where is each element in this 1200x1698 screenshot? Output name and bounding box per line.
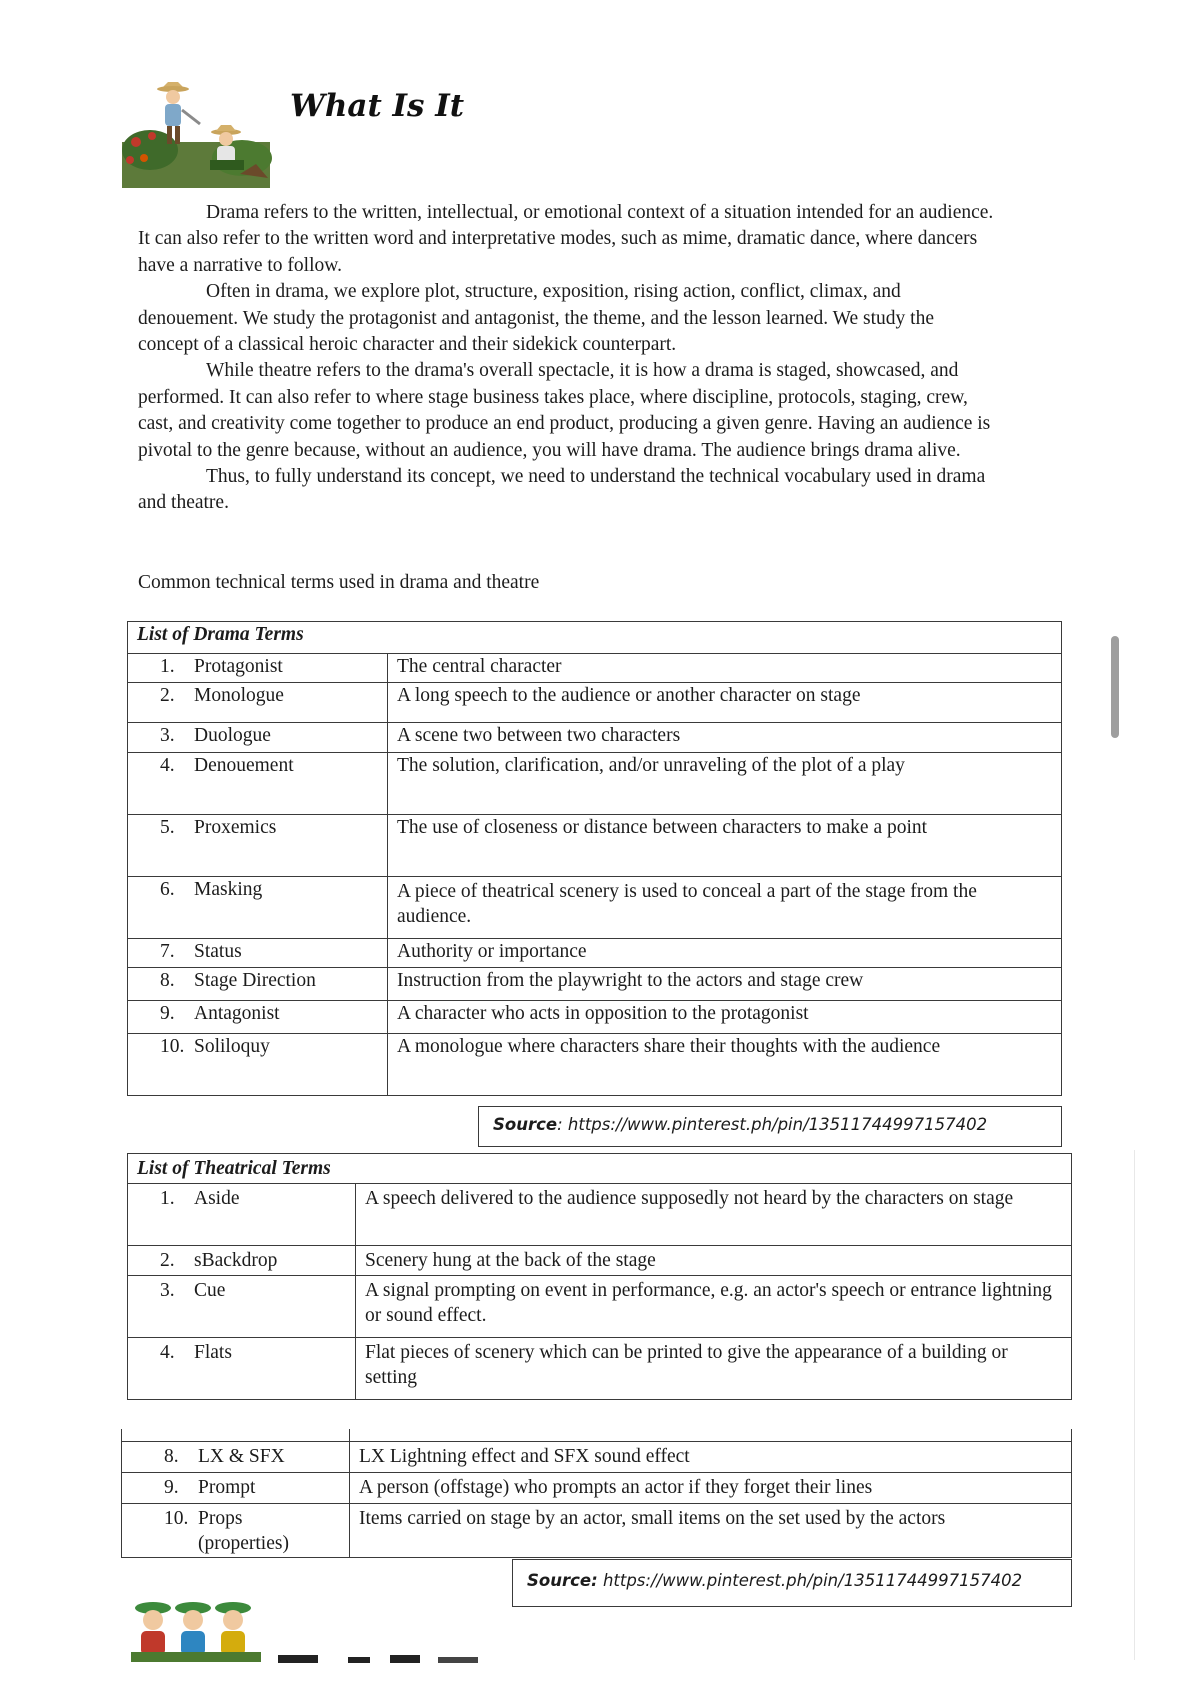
three-children-illustration: [131, 1598, 261, 1662]
term-cell: [128, 1338, 356, 1400]
term-name: Protagonist: [194, 656, 283, 677]
definition-cell: A signal prompting on event in performance, e.g. an actor's speech or entrance lightning or sound effect.: [356, 1276, 1072, 1338]
table-row: [128, 1338, 1072, 1400]
theatrical-terms-table-continued: [121, 1429, 1072, 1558]
table-row: [128, 1246, 1072, 1276]
term-name: Aside: [194, 1188, 240, 1209]
term-number: 3.: [160, 1280, 175, 1301]
term-number: 8.: [160, 970, 175, 991]
term-cell: [122, 1472, 350, 1503]
drama-terms-table: [127, 621, 1062, 1096]
theatre-table-heading: List of Theatrical Terms: [128, 1154, 1072, 1184]
scrollbar-thumb[interactable]: [1111, 636, 1119, 738]
term-cell: [128, 723, 388, 753]
paragraph-drama-elements: Often in drama, we explore plot, structure, exposition, rising action, conflict, climax, and denouement. We study the protagonist and antagonist, the theme, and the lesson learned. We study the concept of a classical heroic character and their sidekick counterpart.: [138, 281, 934, 356]
term-cell: [128, 1246, 356, 1276]
term-number: 7.: [160, 941, 175, 962]
definition-cell: Items carried on stage by an actor, small items on the set used by the actors: [350, 1503, 1072, 1557]
definition-cell: Scenery hung at the back of the stage: [356, 1246, 1072, 1276]
term-number: 10.: [164, 1507, 189, 1529]
term-cell: [128, 968, 388, 1001]
definition-cell: The solution, clarification, and/or unraveling of the plot of a play: [388, 753, 1062, 815]
table-row: [122, 1441, 1072, 1472]
term-cell: [128, 877, 388, 939]
term-cell: [128, 1034, 388, 1096]
table-row: [122, 1503, 1072, 1557]
table-row: [128, 1184, 1072, 1246]
table-heading-row: [128, 1154, 1072, 1184]
term-name: Denouement: [194, 755, 294, 776]
table-top-edge: [122, 1429, 1072, 1441]
definition-cell: LX Lightning effect and SFX sound effect: [350, 1441, 1072, 1472]
definition-cell: A piece of theatrical scenery is used to conceal a part of the stage from the audience.: [388, 877, 1062, 939]
definition-cell: Instruction from the playwright to the actors and stage crew: [388, 968, 1062, 1001]
term-number: 4.: [160, 1342, 175, 1363]
term-number: 2.: [160, 685, 175, 706]
term-cell: [128, 1184, 356, 1246]
table-row: [128, 753, 1062, 815]
term-name: Proxemics: [194, 817, 277, 838]
term-name: Status: [194, 941, 242, 962]
definition-cell: The central character: [388, 654, 1062, 683]
term-number: 8.: [164, 1445, 179, 1467]
term-cell: [128, 1001, 388, 1034]
term-cell: [128, 683, 388, 723]
term-cell: [128, 815, 388, 877]
table-row: [128, 683, 1062, 723]
term-name-line1: Props: [198, 1507, 243, 1529]
table-row: [128, 1001, 1062, 1034]
term-cell: [128, 939, 388, 968]
table-row: [128, 723, 1062, 753]
term-cell: [128, 1276, 356, 1338]
table-row: [128, 815, 1062, 877]
table-row: [128, 939, 1062, 968]
paragraph-drama-definition: Drama refers to the written, intellectual, or emotional context of a situation intended for an audience. It can also refer to the written word and interpretative modes, such as mime, dramatic dance, where dancers have a narrative to follow.: [138, 202, 994, 276]
term-number: 5.: [160, 817, 175, 838]
term-cell: [128, 753, 388, 815]
term-number: 3.: [160, 725, 175, 746]
definition-cell: A character who acts in opposition to the protagonist: [388, 1001, 1062, 1034]
table-heading-row: [128, 622, 1062, 654]
term-cell: [128, 654, 388, 683]
definition-cell: The use of closeness or distance between characters to make a point: [388, 815, 1062, 877]
source-label: Source: [493, 1115, 558, 1134]
term-number: 1.: [160, 1188, 175, 1209]
cut-off-next-heading: [278, 1651, 498, 1663]
table-row: [128, 1276, 1072, 1338]
term-name: Flats: [194, 1342, 232, 1363]
definition-cell: A monologue where characters share their thoughts with the audience: [388, 1034, 1062, 1096]
source-url: https://www.pinterest.ph/pin/13511744997157402: [602, 1571, 1023, 1590]
term-name: Prompt: [198, 1476, 256, 1498]
paragraph-theatre-definition: While theatre refers to the drama's overall spectacle, it is how a drama is staged, showcased, and performed. It can also refer to where stage business takes place, where discipline, protocols, staging, crew, cast, and creativity come together to produce an end product, producing a given genre. Having an audience is pivotal to the genre because, without an audience, you will have drama. The audience brings drama alive.: [138, 360, 991, 461]
term-name: Monologue: [194, 685, 284, 706]
table-row: [128, 1034, 1062, 1096]
term-number: 10.: [160, 1036, 185, 1057]
table-row: [128, 654, 1062, 683]
paragraph-conclusion: Thus, to fully understand its concept, we need to understand the technical vocabulary used in drama and theatre.: [138, 466, 986, 514]
term-number: 9.: [164, 1476, 179, 1498]
terms-subheading: Common technical terms used in drama and theatre: [138, 572, 540, 593]
definition-cell: A person (offstage) who prompts an actor if they forget their lines: [350, 1472, 1072, 1503]
definition-cell: A long speech to the audience or another character on stage: [388, 683, 1062, 723]
term-name: Stage Direction: [194, 970, 316, 991]
theatrical-terms-table: [127, 1153, 1072, 1400]
source-separator: :: [557, 1115, 568, 1134]
definition-cell: Flat pieces of scenery which can be printed to give the appearance of a building or setting: [356, 1338, 1072, 1400]
term-number: 2.: [160, 1250, 175, 1271]
table-row: [122, 1472, 1072, 1503]
source-url: https://www.pinterest.ph/pin/13511744997157402: [567, 1115, 988, 1134]
term-number: 4.: [160, 755, 175, 776]
drama-source-citation: [478, 1106, 1062, 1147]
page-edge-line: [1134, 1150, 1135, 1660]
intro-text: [138, 200, 998, 517]
term-number: 6.: [160, 879, 175, 900]
table-row: [128, 877, 1062, 939]
term-name: Duologue: [194, 725, 271, 746]
term-name-line2: (properties): [198, 1532, 289, 1554]
definition-cell: Authority or importance: [388, 939, 1062, 968]
definition-cell: A scene two between two characters: [388, 723, 1062, 753]
term-cell: [122, 1503, 350, 1557]
term-name: Masking: [194, 879, 263, 900]
term-name: LX & SFX: [198, 1445, 285, 1467]
term-name: Cue: [194, 1280, 226, 1301]
term-number: 9.: [160, 1003, 175, 1024]
term-name: [198, 1506, 289, 1556]
source-label: Source:: [527, 1571, 598, 1590]
children-gardening-illustration: [122, 80, 272, 188]
table-row: [128, 968, 1062, 1001]
term-name: Antagonist: [194, 1003, 280, 1024]
term-number: 1.: [160, 656, 175, 677]
section-title: What Is It: [290, 88, 465, 124]
definition-cell: A speech delivered to the audience supposedly not heard by the characters on stage: [356, 1184, 1072, 1246]
term-name: sBackdrop: [194, 1250, 278, 1271]
term-name: Soliloquy: [194, 1036, 270, 1057]
term-cell: [122, 1441, 350, 1472]
drama-table-heading: List of Drama Terms: [128, 622, 1062, 654]
theatre-source-citation: [512, 1559, 1072, 1607]
